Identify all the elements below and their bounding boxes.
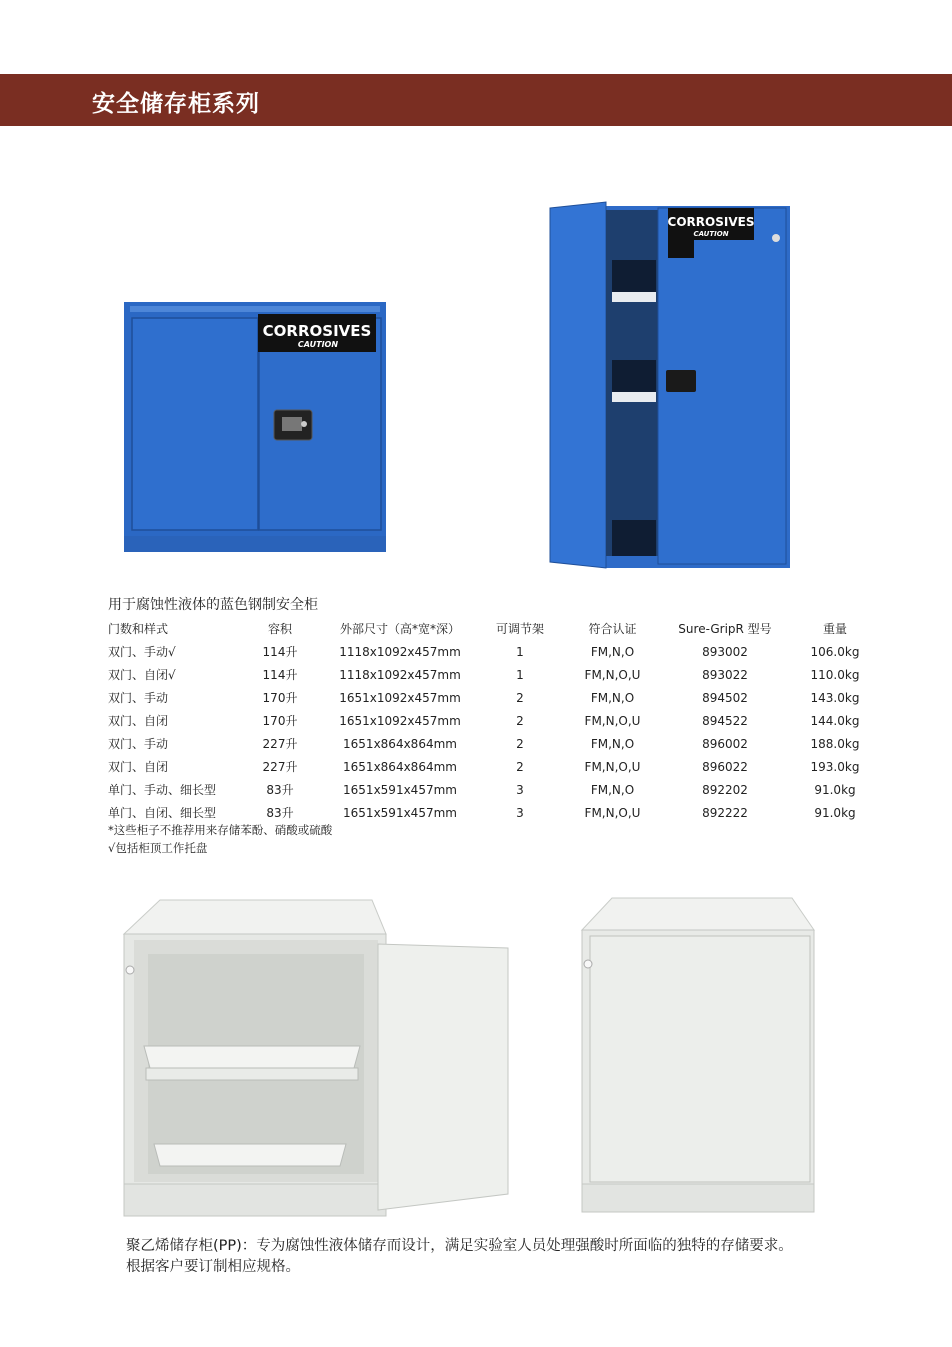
description-line-1: 聚乙烯储存柜(PP)：专为腐蚀性液体储存而设计，满足实验室人员处理强酸时所面临的独特的存储要求。 (126, 1238, 793, 1254)
cell-shelves: 3 (516, 782, 524, 797)
cell-dimensions: 1651x591x457mm (343, 805, 457, 820)
blue-cabinet-tall-image (548, 200, 794, 574)
cell-dimensions: 1651x1092x457mm (339, 690, 461, 705)
cell-shelves: 1 (516, 644, 524, 659)
cell-dimensions: 1651x864x864mm (343, 759, 457, 774)
cell-shelves: 2 (516, 713, 524, 728)
table-row (100, 709, 880, 732)
table-row (100, 801, 880, 824)
cell-shelves: 1 (516, 667, 524, 682)
cell-weight: 91.0kg (814, 782, 856, 797)
cell-model: 896022 (702, 759, 748, 774)
cell-dimensions: 1118x1092x457mm (339, 667, 461, 682)
column-header: 容积 (267, 622, 292, 636)
cell-style: 双门、自闭 (108, 714, 169, 728)
table-row (100, 663, 880, 686)
column-header: Sure-GripR 型号 (678, 622, 772, 636)
cell-capacity: 114升 (262, 668, 298, 682)
cell-weight: 193.0kg (810, 759, 860, 774)
table-header-row (100, 617, 880, 640)
column-header: 重量 (822, 622, 847, 636)
cell-capacity: 170升 (262, 691, 298, 705)
cell-certification: FM,N,O (590, 736, 635, 751)
cell-style: 双门、手动 (108, 737, 169, 751)
cell-capacity: 114升 (262, 645, 298, 659)
column-header: 可调节架 (495, 622, 544, 636)
description-line-2: 根据客户要订制相应规格。 (126, 1259, 300, 1275)
table-row (100, 732, 880, 755)
cell-style: 双门、自闭√ (108, 668, 176, 682)
section-title: 用于腐蚀性液体的蓝色钢制安全柜 (108, 597, 318, 613)
table-row (100, 640, 880, 663)
note-tray: √包括柜顶工作托盘 (108, 841, 208, 855)
cell-certification: FM,N,O,U (584, 759, 641, 774)
cell-weight: 110.0kg (810, 667, 860, 682)
cell-certification: FM,N,O,U (584, 805, 641, 820)
cell-style: 双门、手动√ (108, 645, 176, 659)
note-warning: *这些柜子不推荐用来存储苯酚、硝酸或硫酸 (108, 823, 333, 837)
cell-shelves: 3 (516, 805, 524, 820)
cell-style: 单门、自闭、细长型 (108, 806, 217, 820)
cell-model: 896002 (702, 736, 748, 751)
cell-weight: 91.0kg (814, 805, 856, 820)
table-row (100, 755, 880, 778)
caution-label-2: CAUTION (693, 230, 729, 238)
cell-shelves: 2 (516, 690, 524, 705)
cell-certification: FM,N,O (590, 644, 635, 659)
cell-weight: 144.0kg (810, 713, 860, 728)
white-cabinet-closed-image (576, 896, 820, 1214)
table-row (100, 686, 880, 709)
cell-model: 892222 (702, 805, 748, 820)
cell-shelves: 2 (516, 736, 524, 751)
table-row (100, 778, 880, 801)
cell-style: 单门、手动、细长型 (108, 783, 217, 797)
spec-table (100, 617, 880, 824)
cell-capacity: 227升 (262, 760, 298, 774)
cell-weight: 188.0kg (810, 736, 860, 751)
white-cabinet-open-image (120, 898, 512, 1218)
cell-dimensions: 1651x864x864mm (343, 736, 457, 751)
cell-model: 893022 (702, 667, 748, 682)
cell-model: 894522 (702, 713, 748, 728)
column-header: 门数和样式 (108, 622, 169, 636)
column-header: 符合认证 (588, 622, 637, 636)
page-title: 安全储存柜系列 (92, 91, 260, 117)
corrosives-label: CORROSIVES (262, 322, 372, 340)
cell-model: 893002 (702, 644, 748, 659)
column-header: 外部尺寸（高*宽*深） (339, 622, 460, 636)
cell-model: 894502 (702, 690, 748, 705)
cell-shelves: 2 (516, 759, 524, 774)
cell-certification: FM,N,O,U (584, 667, 641, 682)
cell-dimensions: 1118x1092x457mm (339, 644, 461, 659)
blue-cabinet-short-image (122, 300, 390, 558)
cell-certification: FM,N,O (590, 690, 635, 705)
cell-certification: FM,N,O,U (584, 713, 641, 728)
cell-capacity: 170升 (262, 714, 298, 728)
cell-style: 双门、自闭 (108, 760, 169, 774)
cell-weight: 143.0kg (810, 690, 860, 705)
corrosives-label-2: CORROSIVES (667, 215, 755, 229)
cell-model: 892202 (702, 782, 748, 797)
cell-style: 双门、手动 (108, 691, 169, 705)
cell-weight: 106.0kg (810, 644, 860, 659)
cell-dimensions: 1651x1092x457mm (339, 713, 461, 728)
cell-capacity: 83升 (266, 783, 294, 797)
cell-capacity: 227升 (262, 737, 298, 751)
cell-capacity: 83升 (266, 806, 294, 820)
cell-certification: FM,N,O (590, 782, 635, 797)
cell-dimensions: 1651x591x457mm (343, 782, 457, 797)
caution-label: CAUTION (297, 340, 339, 349)
